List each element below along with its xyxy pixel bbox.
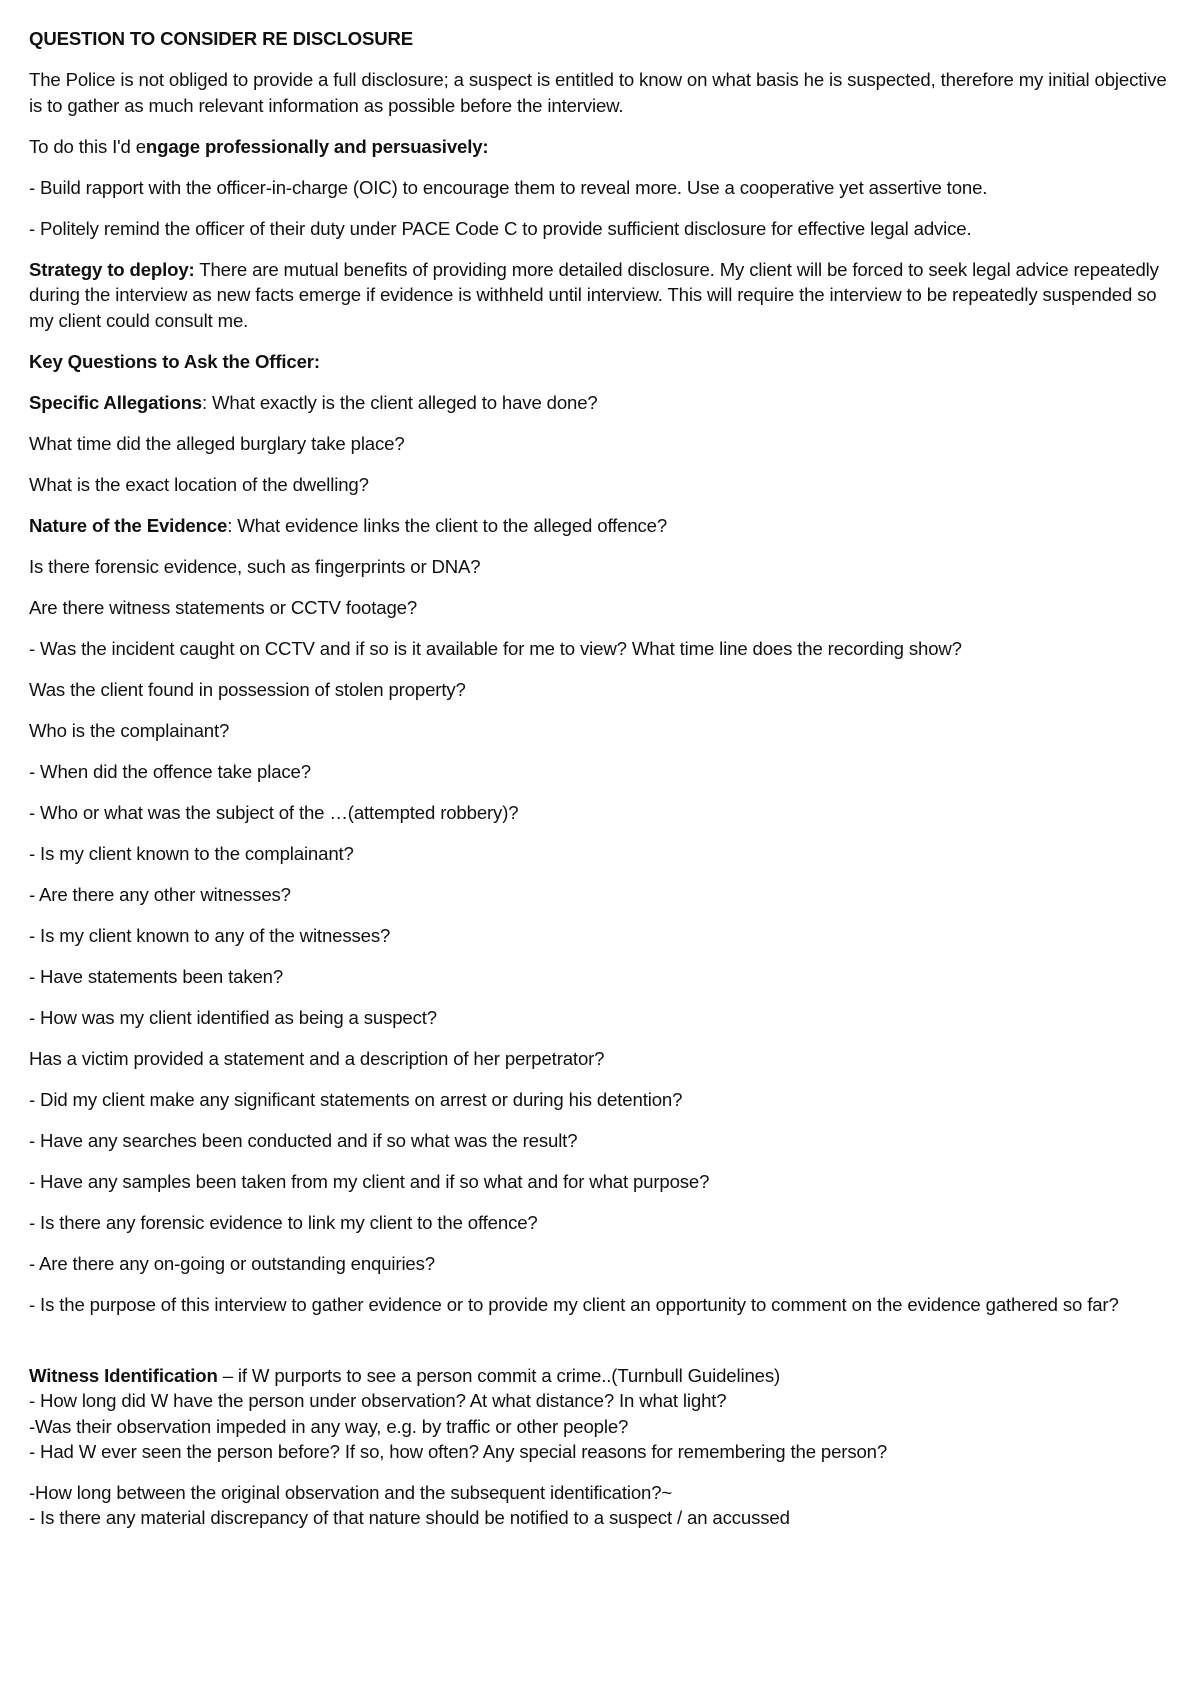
witness-line: - Had W ever seen the person before? If so, how often? Any special reasons for remembering the person?	[29, 1441, 888, 1462]
document-page	[29, 26, 1179, 1531]
witness-identification-block	[29, 1363, 1179, 1531]
key-questions-heading: Key Questions to Ask the Officer:	[29, 350, 320, 372]
remind-paragraph: - Politely remind the officer of their duty under PACE Code C to provide sufficient disclosure for effective legal advice.	[29, 217, 972, 239]
section-spacer	[29, 1333, 1179, 1363]
question-item: - Have any samples been taken from my client and if so what and for what purpose?	[29, 1170, 710, 1192]
question-item: Are there witness statements or CCTV footage?	[29, 596, 418, 618]
rapport-paragraph: - Build rapport with the officer-in-charge (OIC) to encourage them to reveal more. Use a cooperative yet assertive tone.	[29, 176, 988, 198]
specific-allegations-label: Specific Allegations	[29, 391, 202, 413]
question-item: - Is my client known to any of the witnesses?	[29, 924, 391, 946]
question-item: - Who or what was the subject of the …(attempted robbery)?	[29, 801, 519, 823]
question-item: Has a victim provided a statement and a description of her perpetrator?	[29, 1047, 605, 1069]
strategy-label: Strategy to deploy:	[29, 258, 195, 280]
witness-spacer	[29, 1465, 1179, 1480]
question-item: Who is the complainant?	[29, 719, 230, 741]
strategy-paragraph	[29, 257, 1179, 334]
question-item: - Is there any forensic evidence to link my client to the offence?	[29, 1211, 538, 1233]
question-item: Was the client found in possession of stolen property?	[29, 678, 466, 700]
question-item: Is there forensic evidence, such as fingerprints or DNA?	[29, 555, 481, 577]
witness-line: -Was their observation impeded in any way, e.g. by traffic or other people?	[29, 1415, 629, 1437]
witness-line: -How long between the original observation and the subsequent identification?~	[29, 1481, 673, 1503]
intro-paragraph: The Police is not obliged to provide a full disclosure; a suspect is entitled to know on what basis he is suspected, therefore my initial objective is to gather as much relevant information as possible before the interview.	[29, 69, 1167, 116]
question-item: - How was my client identified as being a suspect?	[29, 1006, 437, 1028]
document-title: QUESTION TO CONSIDER RE DISCLOSURE	[29, 28, 414, 49]
specific-allegations-paragraph	[29, 390, 1179, 416]
nature-of-evidence-paragraph	[29, 513, 1179, 539]
engage-prefix: To do this I'd e	[29, 135, 146, 157]
witness-line: - How long did W have the person under observation? At what distance? In what light?	[29, 1390, 727, 1411]
question-location: What is the exact location of the dwelling?	[29, 473, 369, 495]
question-item: - Did my client make any significant statements on arrest or during his detention?	[29, 1088, 683, 1110]
question-time: What time did the alleged burglary take place?	[29, 432, 405, 454]
question-item: - Is the purpose of this interview to gather evidence or to provide my client an opportunity to comment on the evidence gathered so far?	[29, 1293, 1119, 1315]
nature-of-evidence-text: : What evidence links the client to the alleged offence?	[227, 514, 668, 536]
witness-identification-heading	[29, 1363, 1179, 1389]
question-item: - Is my client known to the complainant?	[29, 842, 354, 864]
question-item: - Have statements been taken?	[29, 965, 284, 987]
witness-line: - Is there any material discrepancy of that nature should be notified to a suspect / an accussed	[29, 1507, 790, 1528]
question-item: - Are there any other witnesses?	[29, 883, 291, 905]
engage-paragraph	[29, 134, 1179, 160]
nature-of-evidence-label: Nature of the Evidence	[29, 514, 228, 536]
strategy-text: There are mutual benefits of providing more detailed disclosure. My client will be forced to seek legal advice repeatedly during the interview as new facts emerge if evidence is withheld until interview. This will require the interview to be repeatedly suspended so my client could consult me.	[29, 258, 1159, 331]
specific-allegations-text: : What exactly is the client alleged to have done?	[202, 391, 598, 413]
engage-bold: ngage professionally and persuasively:	[145, 135, 489, 157]
question-item: - Have any searches been conducted and if so what was the result?	[29, 1129, 578, 1151]
question-item: - Are there any on-going or outstanding enquiries?	[29, 1252, 435, 1274]
question-item: - Was the incident caught on CCTV and if so is it available for me to view? What time line does the recording show?	[29, 637, 962, 659]
question-item: - When did the offence take place?	[29, 760, 311, 782]
witness-identification-text: – if W purports to see a person commit a crime..(Turnbull Guidelines)	[217, 1364, 781, 1386]
witness-identification-label: Witness Identification	[29, 1364, 218, 1386]
